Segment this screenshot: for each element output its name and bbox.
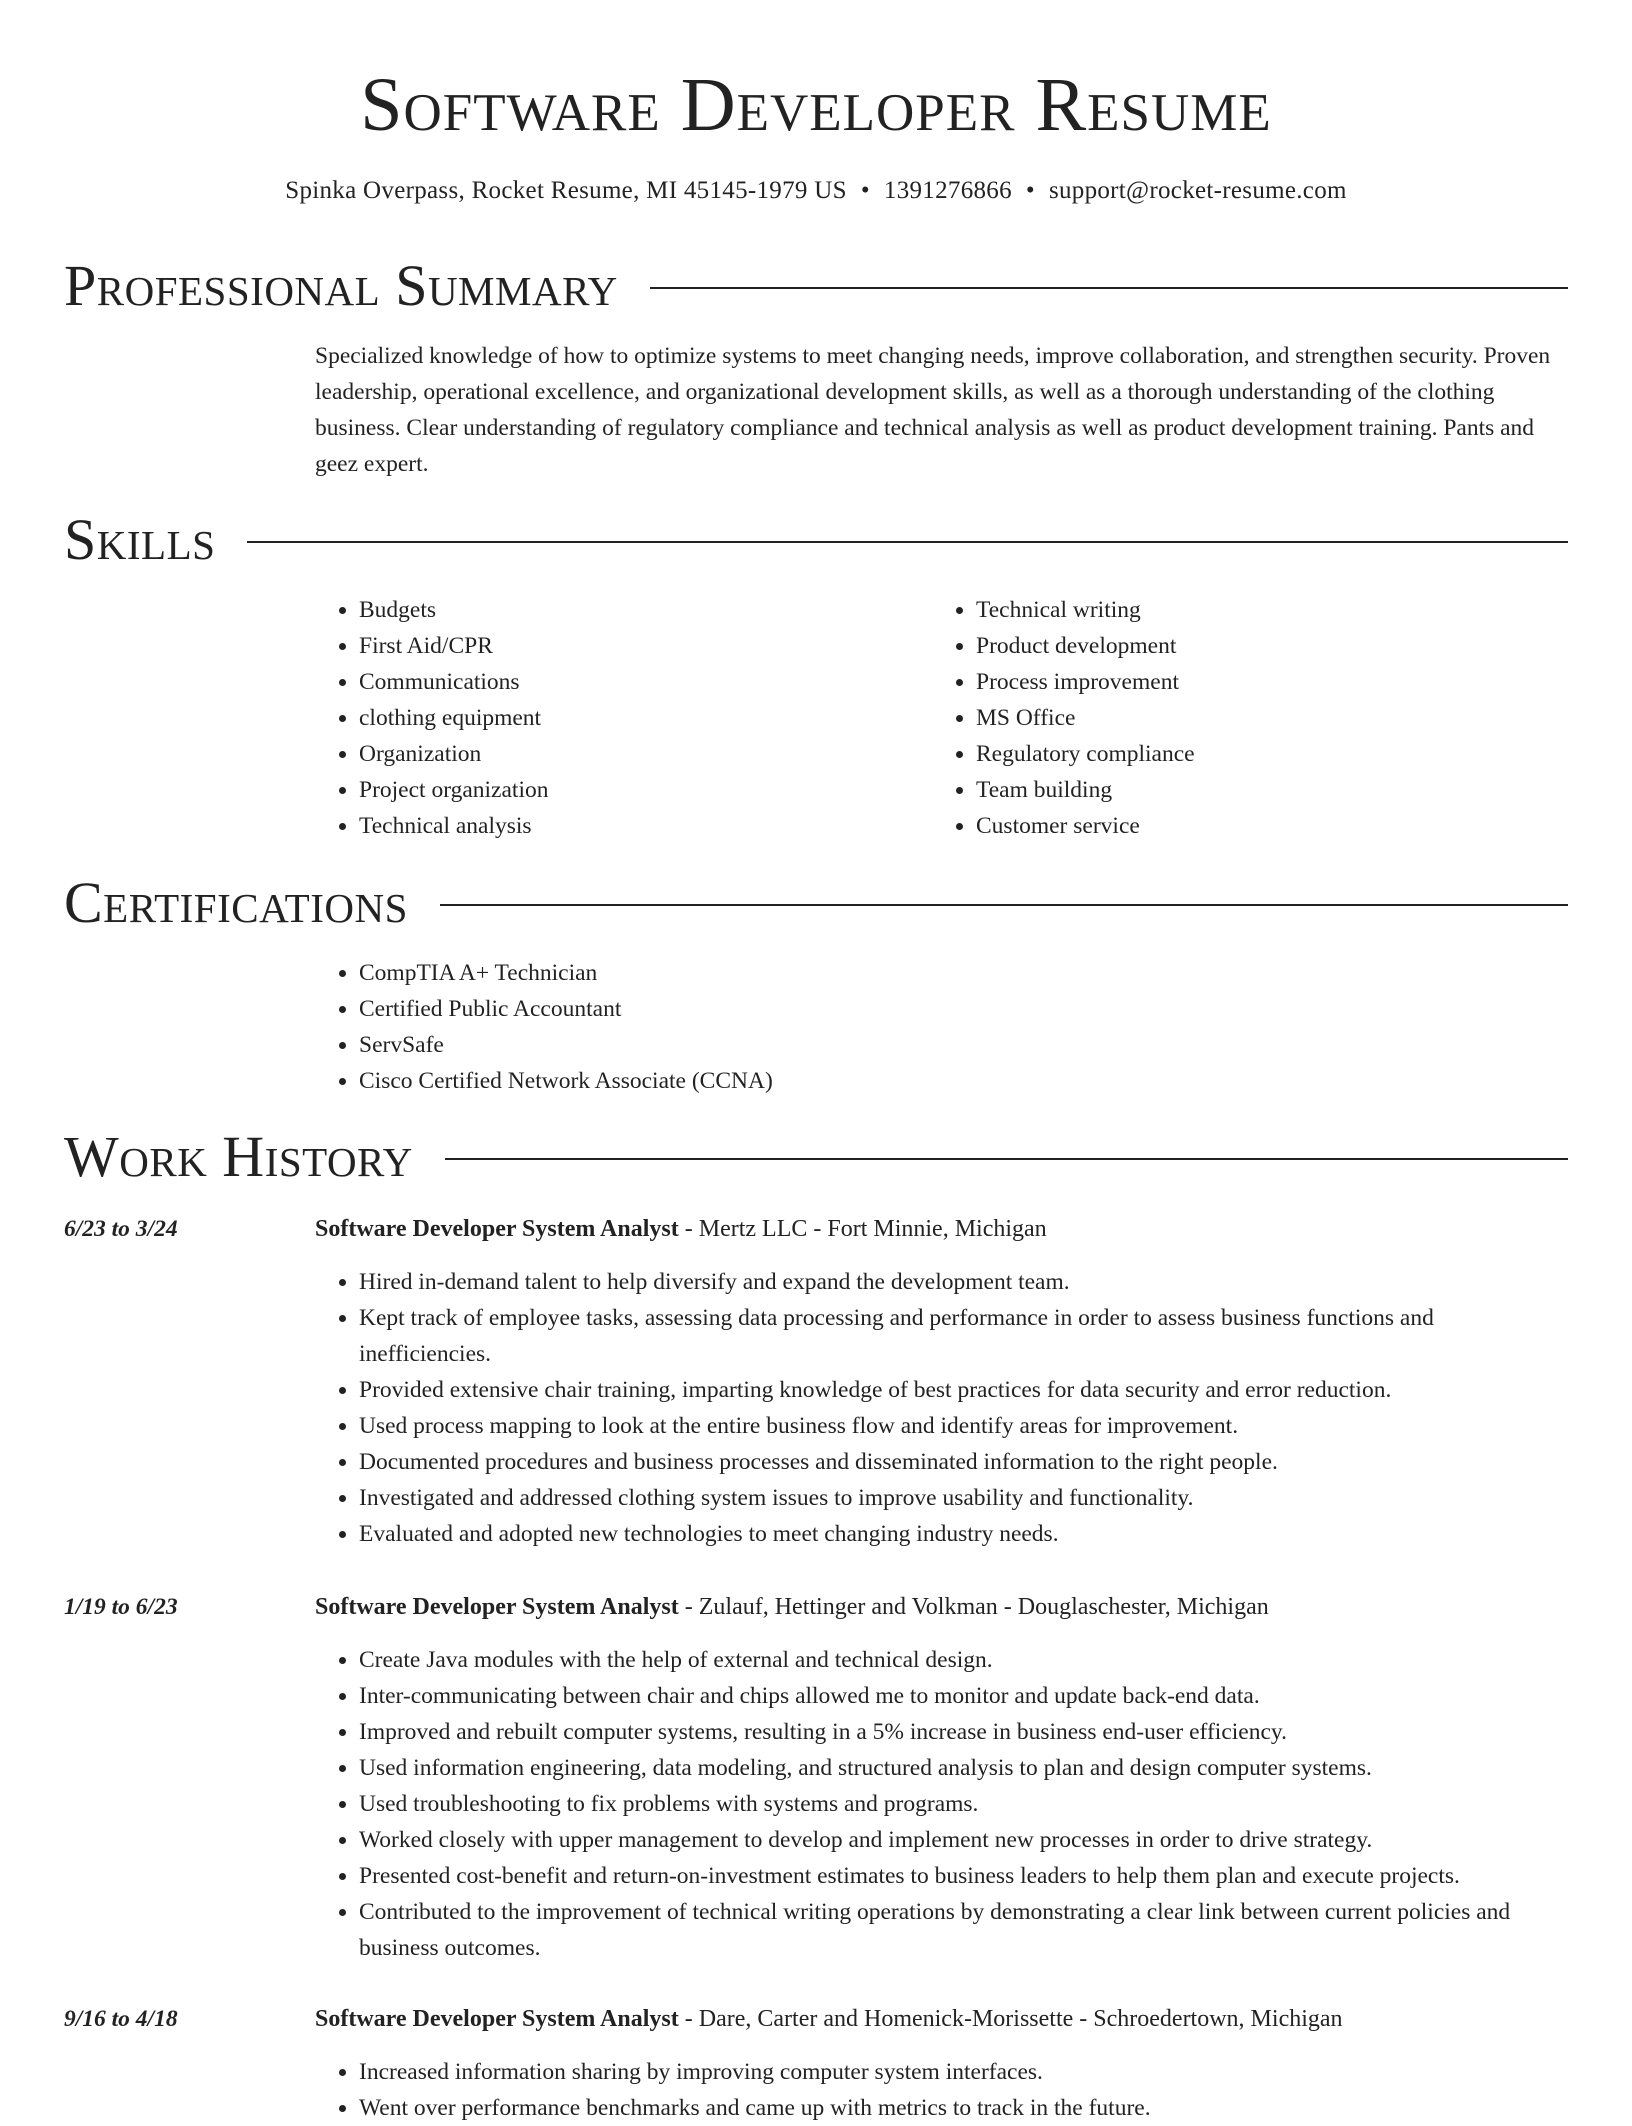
skill-item: • First Aid/CPR — [359, 628, 548, 664]
skill-item: • Communications — [359, 664, 548, 700]
job-bullets — [315, 1264, 1568, 1552]
job-bullet: • Increased information sharing by improving computer system interfaces. — [359, 2054, 1568, 2090]
contact-phone: 1391276866 — [883, 177, 1012, 204]
job-bullet: • Create Java modules with the help of external and technical design. — [359, 1642, 1568, 1678]
certifications-section-header — [64, 871, 1568, 935]
contact-line — [64, 174, 1568, 208]
certification-item: • ServSafe — [359, 1027, 773, 1063]
skills-heading: Skills — [64, 507, 216, 572]
summary-heading: Professional Summary — [64, 253, 618, 318]
certifications-list — [315, 955, 773, 1099]
job-details: - Mertz LLC - Fort Minnie, Michigan — [678, 1216, 1047, 1242]
skills-column-right — [932, 592, 1195, 844]
certification-item: • Certified Public Accountant — [359, 991, 773, 1027]
job-bullet: • Used process mapping to look at the entire business flow and identify areas for improvement. — [359, 1408, 1568, 1444]
resume-title: Software Developer Resume — [360, 63, 1272, 147]
skill-item: • Team building — [976, 772, 1195, 808]
job-details: - Dare, Carter and Homenick-Morissette - Schroedertown, Michigan — [678, 2006, 1343, 2032]
job-title-line — [315, 1211, 1568, 1247]
job-bullet: • Documented procedures and business processes and disseminated information to the right people. — [359, 1444, 1568, 1480]
skills-column-left — [315, 592, 548, 844]
work-history-heading: Work History — [64, 1124, 413, 1189]
job-bullets — [315, 2054, 1568, 2126]
skill-item: • Process improvement — [976, 664, 1195, 700]
contact-separator: • — [860, 177, 870, 204]
section-divider — [445, 1158, 1568, 1160]
section-divider — [440, 904, 1568, 906]
job-role: Software Developer System Analyst — [315, 1594, 679, 1620]
job-title-line — [315, 1589, 1568, 1625]
contact-email: support@rocket-resume.com — [1048, 177, 1347, 204]
job-bullet: • Presented cost-benefit and return-on-investment estimates to business leaders to help them plan and execute projects. — [359, 1858, 1568, 1894]
job-details: - Zulauf, Hettinger and Volkman - Douglaschester, Michigan — [678, 1594, 1269, 1620]
job-bullet: • Worked closely with upper management to develop and implement new processes in order to drive strategy. — [359, 1822, 1568, 1858]
skills-section-header — [64, 508, 1568, 572]
job-bullet: • Used troubleshooting to fix problems with systems and programs. — [359, 1786, 1568, 1822]
job-bullet: • Provided extensive chair training, imparting knowledge of best practices for data security and error reduction. — [359, 1372, 1568, 1408]
skill-item: • MS Office — [976, 700, 1195, 736]
job-dates: 1/19 to 6/23 — [64, 1594, 178, 1620]
certification-item: • Cisco Certified Network Associate (CCNA) — [359, 1063, 773, 1099]
job-bullet: • Inter-communicating between chair and chips allowed me to monitor and update back-end data. — [359, 1678, 1568, 1714]
certifications-block — [315, 955, 773, 1099]
certification-item: • CompTIA A+ Technician — [359, 955, 773, 991]
skill-item: • Product development — [976, 628, 1195, 664]
skill-item: • clothing equipment — [359, 700, 548, 736]
job-role: Software Developer System Analyst — [315, 1216, 679, 1242]
job-bullet: • Improved and rebuilt computer systems, resulting in a 5% increase in business end-user efficiency. — [359, 1714, 1568, 1750]
job-bullet: • Investigated and addressed clothing system issues to improve usability and functionality. — [359, 1480, 1568, 1516]
job-dates: 9/16 to 4/18 — [64, 2006, 178, 2032]
skill-item: • Technical writing — [976, 592, 1195, 628]
summary-text: Specialized knowledge of how to optimize systems to meet changing needs, improve collaboration, and strengthen security. Proven leadership, operational excellence, and organizational development skills, as well as a thorough understanding of the clothing business. Clear understanding of regulatory compliance and technical analysis as well as product development training. Pants and geez expert. — [315, 343, 1551, 477]
job-bullet: • Contributed to the improvement of technical writing operations by demonstrating a clear link between current policies and business outcomes. — [359, 1894, 1568, 1966]
skills-list-right — [932, 592, 1195, 844]
skill-item: • Project organization — [359, 772, 548, 808]
section-divider — [650, 287, 1568, 289]
skill-item: • Customer service — [976, 808, 1195, 844]
skill-item: • Budgets — [359, 592, 548, 628]
section-divider — [247, 541, 1568, 543]
job-title-line — [315, 2001, 1568, 2037]
contact-address: Spinka Overpass, Rocket Resume, MI 45145-1979 US — [285, 177, 847, 204]
job-bullet: • Went over performance benchmarks and came up with metrics to track in the future. — [359, 2090, 1568, 2126]
certifications-heading: Certifications — [64, 870, 408, 935]
job-bullet: • Evaluated and adopted new technologies to meet changing industry needs. — [359, 1516, 1568, 1552]
skill-item: • Technical analysis — [359, 808, 548, 844]
skill-item: • Organization — [359, 736, 548, 772]
work-history-section-header — [64, 1125, 1568, 1189]
job-bullet: • Kept track of employee tasks, assessing data processing and performance in order to assess business functions and inefficiencies. — [359, 1300, 1568, 1372]
job-bullets — [315, 1642, 1568, 1966]
job-bullet: • Used information engineering, data modeling, and structured analysis to plan and design computer systems. — [359, 1750, 1568, 1786]
job-dates: 6/23 to 3/24 — [64, 1216, 178, 1242]
job-role: Software Developer System Analyst — [315, 2006, 679, 2032]
summary-section-header — [64, 254, 1568, 318]
job-bullet: • Hired in-demand talent to help diversify and expand the development team. — [359, 1264, 1568, 1300]
contact-separator: • — [1025, 177, 1035, 204]
skill-item: • Regulatory compliance — [976, 736, 1195, 772]
skills-list-left — [315, 592, 548, 844]
